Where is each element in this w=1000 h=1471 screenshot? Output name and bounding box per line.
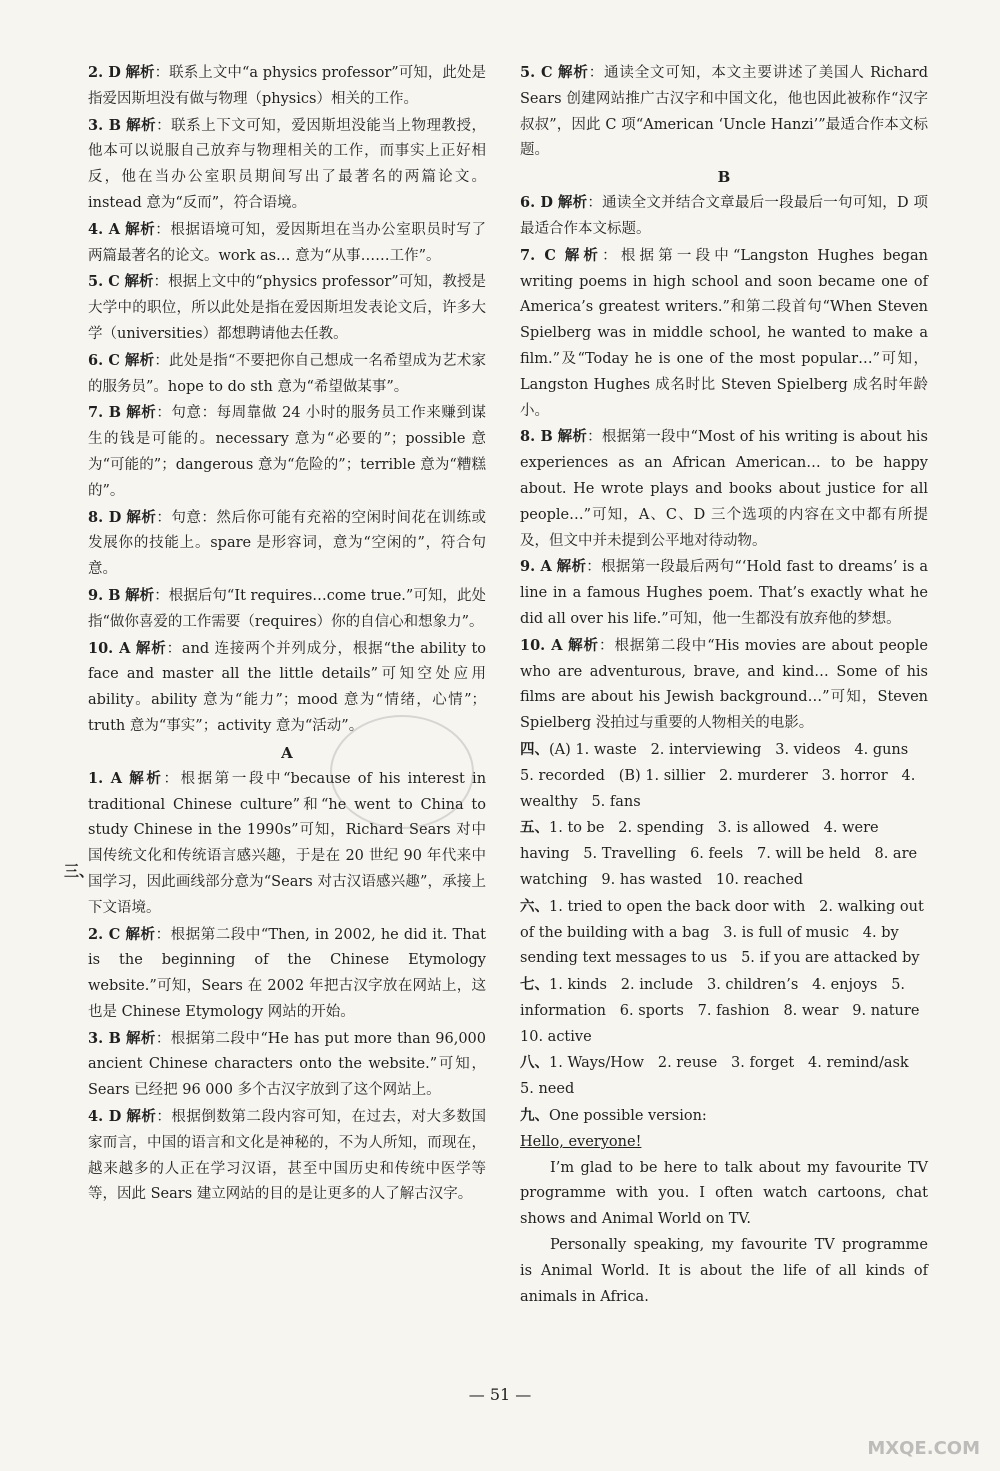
item-number: 3. B — [88, 116, 121, 134]
item-text: ：根据第二段中“Then, in 2002, he did it. That is the beginning of the Chinese Etymology website.”可知，Sears 在 2002 年把古汉字放在网站上，这也是 Chinese Etymology 网站的开始。 — [88, 926, 487, 1020]
item-text: ：联系上文中“a physics professor”可知，此处是指爱因斯坦没有做与物理（physics）相关的工作。 — [88, 65, 487, 107]
section-b-heading: B — [717, 168, 731, 187]
item-number: 6. C — [88, 351, 120, 369]
answer-row — [520, 894, 928, 972]
row-label: 六、 — [520, 897, 549, 915]
item-text: ：通读全文并结合文章最后一段最后一句可知，D 项最适合作本文标题。 — [520, 195, 929, 237]
answer-item — [88, 60, 486, 113]
item-text: ：联系上下文可知，爱因斯坦没能当上物理教授，他本可以说服自己放弃与物理相关的工作，而事实上正好相反，他在当办公室职员期间写出了最著名的两篇论文。instead 意为“反而”，符合语境。 — [88, 117, 487, 211]
item-number: 7. B — [88, 404, 122, 422]
site-watermark: MXQE.COM — [867, 1438, 980, 1459]
item-keyword: 解析 — [126, 404, 157, 422]
left-answer-list — [88, 60, 486, 740]
item-number: 5. C — [520, 64, 553, 81]
item-keyword: 解析 — [124, 273, 154, 291]
item-text: ：通读全文可知，本文主要讲述了美国人 Richard Sears 创建网站推广古汉字和中国文化，他也因此被称作“汉字叔叔”，因此 C 项“American ‘Uncle Hanzi’”最适合作本文标题。 — [520, 65, 929, 159]
answer-row — [520, 737, 928, 815]
left-column — [88, 60, 486, 1208]
item-keyword: 解析 — [129, 769, 164, 787]
answer-item — [88, 269, 486, 347]
essay-greeting: Hello, everyone! — [520, 1133, 642, 1150]
item-text: ：根据倒数第二段内容可知，在过去，对大多数国家而言，中国的语言和文化是神秘的，不为人所知，而现在，越来越多的人正在学习汉语，甚至中国历史和传统中医学等等，因此 Sears 建立网站的目的是让更多的人了解古汉字。 — [88, 1109, 487, 1203]
item-number: 8. D — [88, 508, 122, 526]
item-number: 3. B — [88, 1029, 121, 1047]
item-keyword: 解析 — [568, 636, 599, 654]
answer-item — [88, 583, 486, 636]
item-number: 10. A — [520, 636, 563, 654]
item-text: ：根据第二段中“His movies are about people who are adventurous, brave, and kind… Some of his films are about his Jewish background…”可知，Steven Spielberg 没拍过与重要的人物相关的电影。 — [520, 637, 929, 732]
row-text: 1. to be 2. spending 3. is allowed 4. were having 5. Travelling 6. feels 7. will be held 8. are watching 9. has wasted 10. reached — [520, 820, 922, 888]
answer-item — [520, 60, 928, 164]
item-keyword: 解析 — [125, 1029, 156, 1047]
item-text: ：根据上文中的“physics professor”可知，教授是大学中的职位，所以此处是指在爱因斯坦发表论文后，许多大学（universities）都想聘请他去任教。 — [88, 274, 486, 342]
item-text: ：根据第一段中“because of his interest in traditional Chinese culture”和“he went to China to study Chinese in the 1990s”可知，Richard Sears 对中国传统文化和传统语言感兴趣，于是在 20 世纪 90 年代来中国学习，因此画线部分意为“Sears 对古汉语感兴趣”，承接上下文语境。 — [88, 770, 487, 916]
essay-paragraph-2: Personally speaking, my favourite TV programme is Animal World. It is about the life of all kinds of animals in Africa. — [520, 1237, 928, 1305]
item-number: 10. A — [88, 639, 131, 657]
item-number: 2. C — [88, 925, 121, 943]
row-text: (A) 1. waste 2. interviewing 3. videos 4. guns 5. recorded (B) 1. sillier 2. murderer 3. horror 4. wealthy 5. fans — [520, 741, 923, 810]
essay-paragraph-1: I’m glad to be here to talk about my favourite TV programme with you. I often watch cartoons, chat shows and Animal World on TV. — [520, 1159, 928, 1228]
right-column — [520, 60, 934, 1310]
item-number: 7. C — [520, 246, 556, 264]
item-text: ：句意：每周靠做 24 小时的服务员工作来赚到谋生的钱是可能的。necessary 意为“必要的”；possible 意为“可能的”；dangerous 意为“危险的”；terrible 意为“糟糕的”。 — [88, 405, 487, 499]
item-number: 9. A — [520, 558, 552, 576]
item-number: 4. D — [88, 1108, 122, 1126]
item-text: ：根据后句“It requires…come true.”可知，此处指“做你喜爱的工作需要（requires）你的自信心和想象力”。 — [88, 587, 487, 630]
item-number: 4. A — [88, 220, 120, 238]
item-text: ：根据第一段最后两句“‘Hold fast to dreams’ is a line in a famous Hughes poem. That’s exactly what he did all over his life.”可知，他一生都没有放弃他的梦想。 — [520, 559, 929, 627]
item-keyword: 解析 — [564, 246, 603, 264]
answer-item — [88, 1026, 486, 1104]
answer-row — [520, 815, 928, 893]
item-number: 8. B — [520, 428, 553, 446]
answer-item — [520, 424, 928, 554]
essay-label: 九、 — [520, 1107, 549, 1125]
row-label: 四、 — [520, 740, 549, 758]
answer-item — [520, 633, 928, 737]
stamp-watermark — [330, 715, 474, 829]
item-text: ：句意：然后你可能有充裕的空闲时间花在训练或发展你的技能上。spare 是形容词，意为“空闲的”，符合句意。 — [88, 509, 487, 578]
item-keyword: 解析 — [125, 64, 155, 81]
item-keyword: 解析 — [124, 351, 155, 369]
item-keyword: 解析 — [126, 508, 157, 526]
section-a-heading: A — [281, 743, 293, 762]
answer-item — [88, 217, 486, 270]
item-keyword: 解析 — [557, 194, 588, 212]
answer-item — [88, 348, 486, 401]
row-text: 1. Ways/How 2. reuse 3. forget 4. remind/ask 5. need — [520, 1055, 923, 1098]
essay-intro: One possible version: — [549, 1108, 707, 1125]
item-keyword: 解析 — [125, 586, 155, 604]
answer-item — [88, 922, 486, 1026]
row-label: 八、 — [520, 1054, 549, 1072]
answer-rows — [520, 737, 934, 1103]
item-keyword: 解析 — [126, 1108, 157, 1126]
left-answer-list-2 — [88, 766, 486, 1209]
essay — [520, 1103, 928, 1310]
answer-item — [88, 400, 486, 504]
answer-item — [520, 190, 928, 243]
item-keyword: 解析 — [556, 558, 587, 576]
row-label: 七、 — [520, 976, 549, 994]
item-text: ：根据语境可知，爱因斯坦在当办公室职员时写了两篇最著名的论文。work as… 意为“从事……工作”。 — [88, 221, 487, 264]
item-text: ：根据第二段中“He has put more than 96,000 ancient Chinese characters onto the website.”可知，Sears 已经把 96 000 多个古汉字放到了这个网站上。 — [88, 1030, 486, 1099]
item-number: 5. C — [88, 273, 120, 291]
item-number: 9. B — [88, 586, 121, 604]
item-text: ：此处是指“不要把你自己想成一名希望成为艺术家的服务员”。hope to do sth 意为“希望做某事”。 — [88, 352, 486, 395]
item-number: 2. D — [88, 64, 121, 81]
row-text: 1. tried to open the back door with 2. walking out of the building with a bag 3. is full of music 4. by sending text messages to us 5. if you are attacked by — [520, 898, 929, 967]
item-keyword: 解析 — [135, 639, 167, 657]
answer-row — [520, 1050, 928, 1103]
row-text: 1. kinds 2. include 3. children’s 4. enjoys 5. information 6. sports 7. fashion 8. wear 9. nature 10. active — [520, 977, 934, 1045]
item-keyword: 解析 — [557, 428, 588, 446]
row-label: 五、 — [520, 819, 549, 837]
item-keyword: 解析 — [125, 925, 156, 943]
item-number: 1. A — [88, 769, 123, 787]
answer-item — [88, 1104, 486, 1208]
page-number: — 51 — — [468, 1385, 532, 1404]
answer-item — [88, 505, 486, 583]
answer-item — [88, 113, 486, 217]
answer-item — [520, 243, 928, 425]
item-keyword: 解析 — [125, 220, 156, 238]
answer-row — [520, 972, 934, 1050]
item-text: ：根据第一段中“Langston Hughes began writing poems in high school and soon became one of America’s greatest writers.”和第二段首句“When Steven Spielberg was in middle school, he wanted to make a film.”及“Today he is one of the most popular…”可知，Langston Hughes 成名时比 Steven Spielberg 成名时年龄小。 — [520, 247, 928, 419]
item-keyword: 解析 — [558, 64, 589, 81]
item-keyword: 解析 — [126, 116, 157, 134]
item-number: 6. D — [520, 194, 554, 212]
right-answer-list — [520, 60, 928, 164]
section-three-label: 三、 — [64, 862, 95, 880]
answer-item — [520, 554, 928, 632]
item-text: ：根据第一段中“Most of his writing is about his experiences as an African American… to be happy about. He wrote plays and books about justice for all people…”可知，A、C、D 三个选项的内容在文中都有所提及，但文中并未提到公平地对待动物。 — [520, 429, 929, 549]
item-text: ：and 连接两个并列成分，根据“the ability to face and master all the little details”可知空处应用 ability。ability 意为“能力”；mood 意为“情绪，心情”；truth 意为“事实”；activity 意为“活动”。 — [88, 640, 487, 734]
right-answer-list-2 — [520, 190, 928, 737]
